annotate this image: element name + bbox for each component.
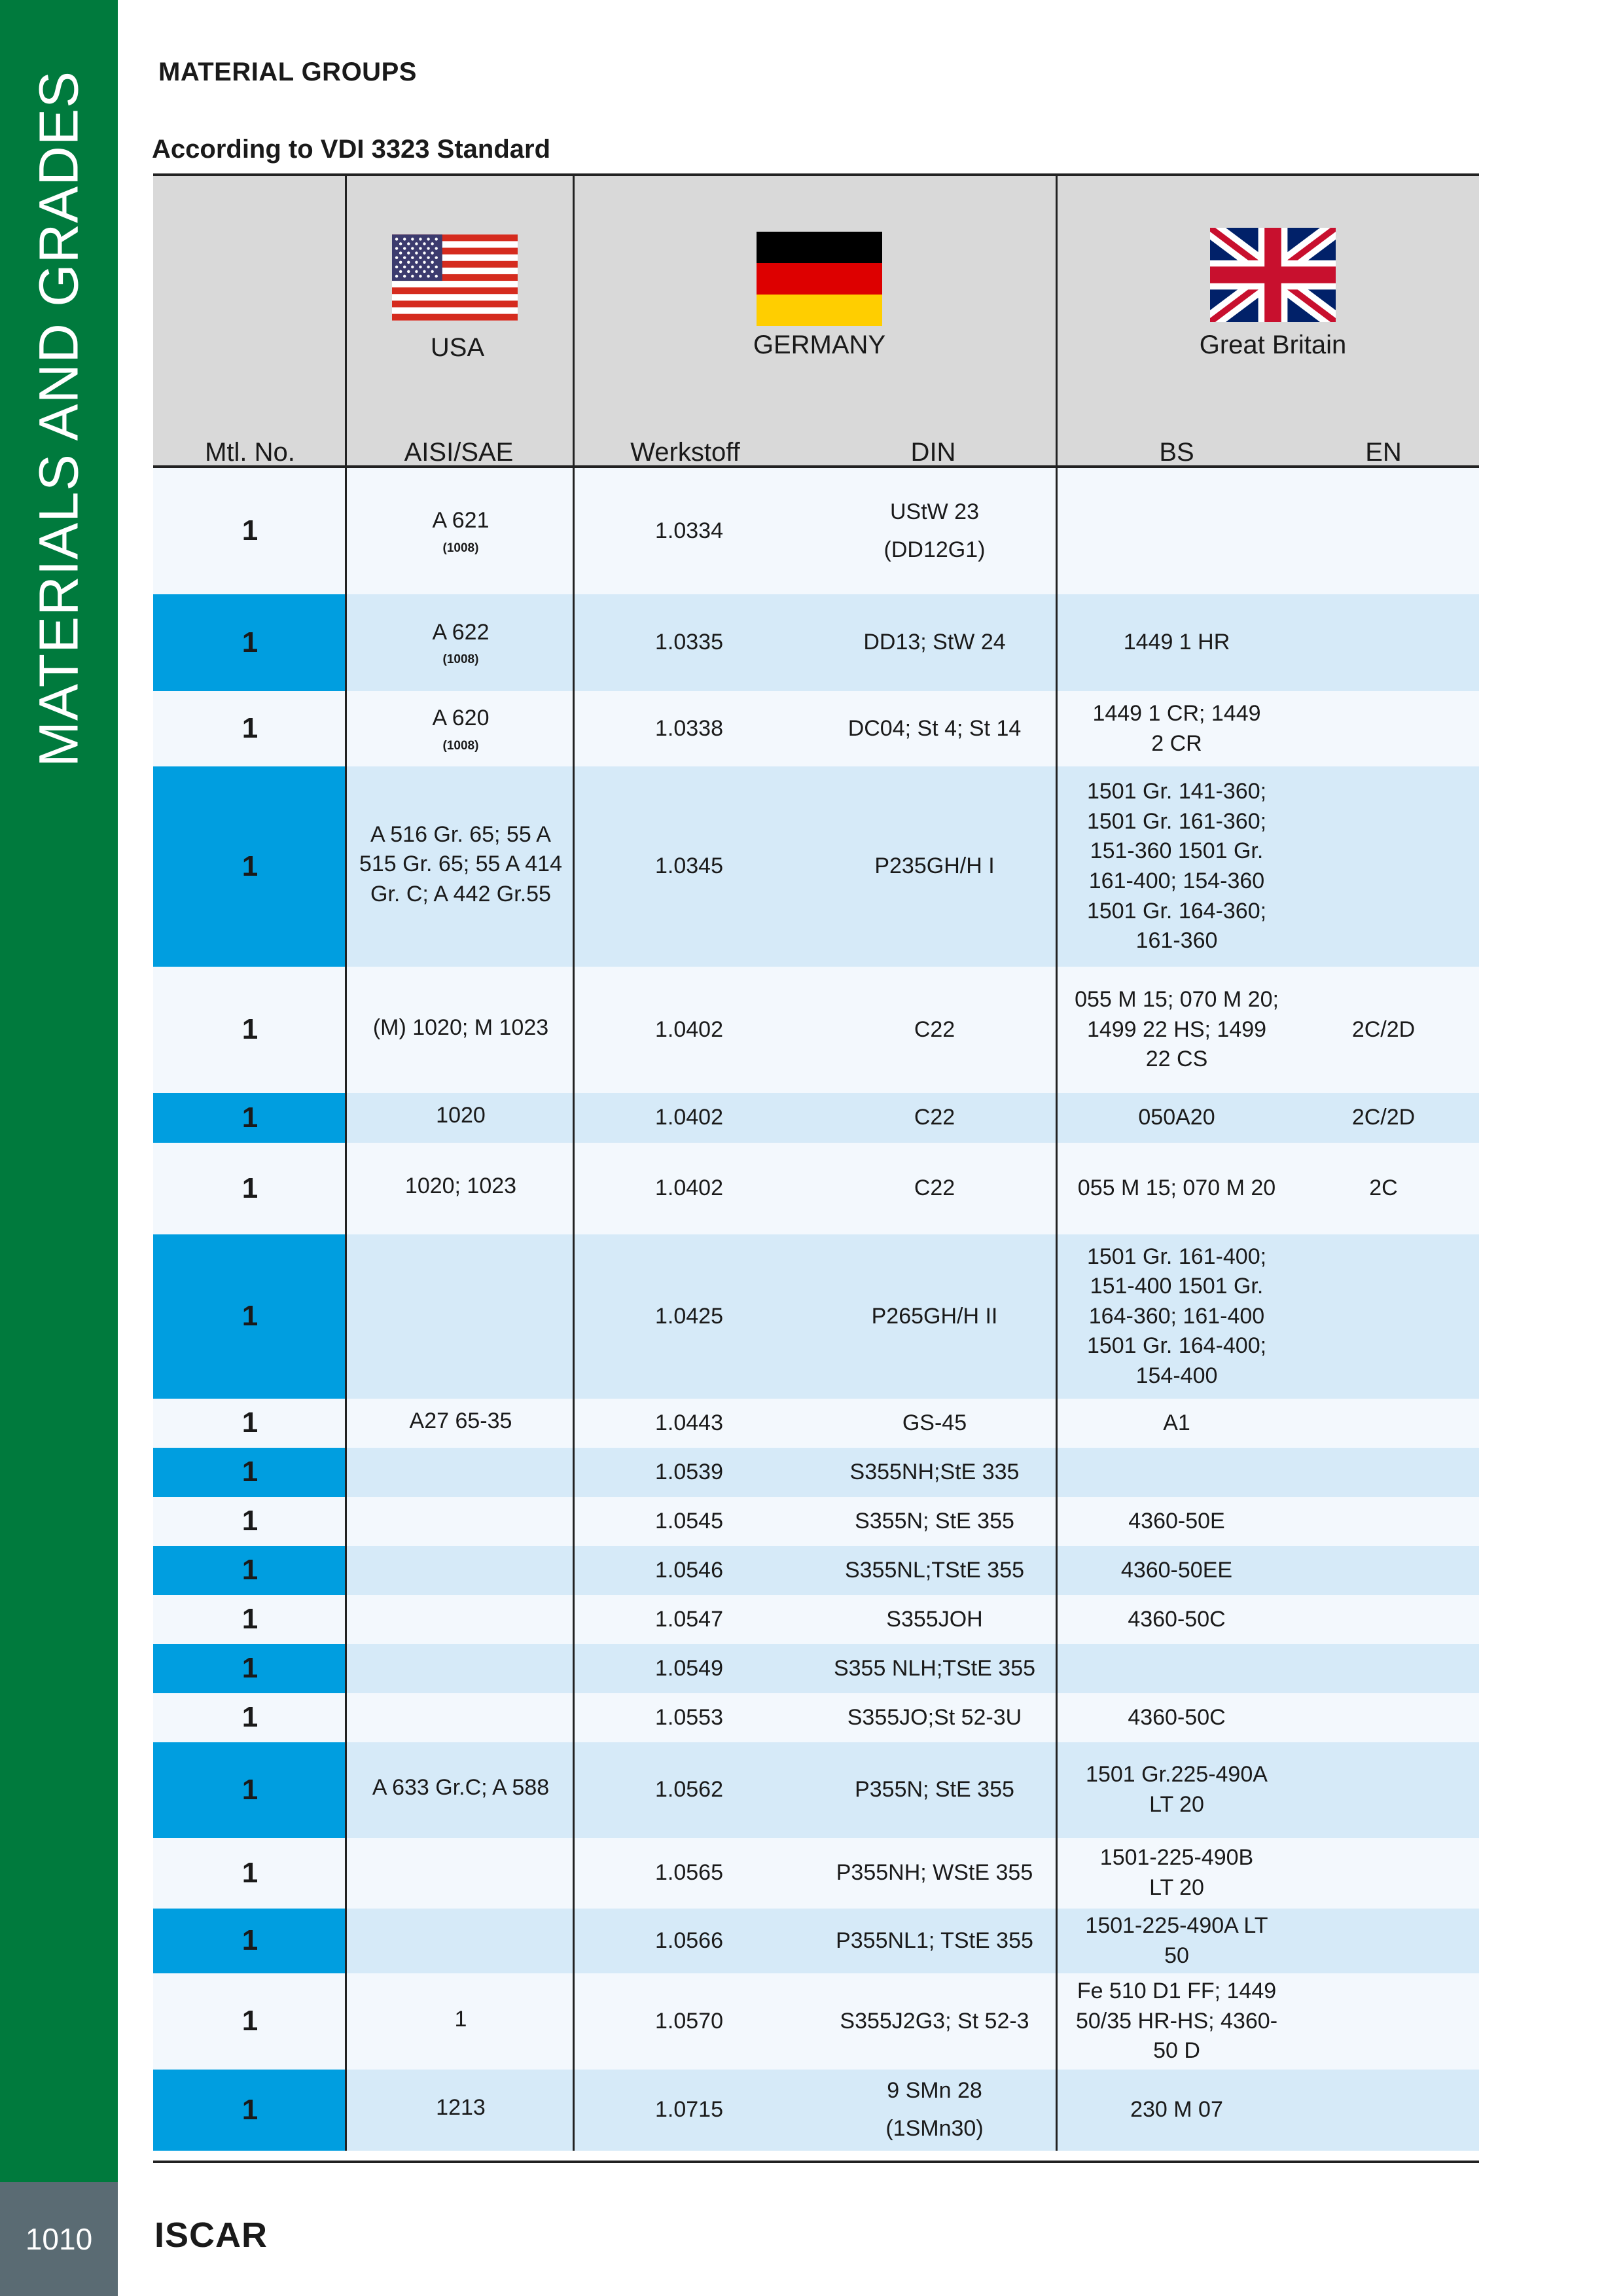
header-divider xyxy=(573,176,575,465)
column-header-en: EN xyxy=(1365,438,1402,467)
column-divider xyxy=(1056,766,1058,967)
en-cell xyxy=(1288,1838,1479,1909)
table-row xyxy=(153,1595,1479,1644)
column-divider xyxy=(1056,1497,1058,1546)
column-divider xyxy=(1056,967,1058,1093)
werkstoff-cell: 1.0715 xyxy=(655,2097,723,2123)
bs-cell: 050A20 xyxy=(1138,1105,1215,1130)
table-row xyxy=(153,468,1479,594)
mtl-cell: 1 xyxy=(153,1546,347,1595)
mtl-cell: 1 xyxy=(153,1644,347,1693)
werkstoff-cell: 1.0562 xyxy=(655,1777,723,1803)
bs-cell: 055 M 15; 070 M 20; 1499 22 HS; 1499 22 CS xyxy=(1075,987,1279,1072)
column-header-bs: BS xyxy=(1159,438,1194,467)
aisi-value: A 622 xyxy=(432,619,490,645)
column-divider xyxy=(345,1742,347,1838)
bs-cell: Fe 510 D1 FF; 1449 50/35 HR-HS; 4360-50 D xyxy=(1075,1979,1278,2064)
mtl-cell: 1 xyxy=(241,1701,259,1734)
mtl-cell: 1 xyxy=(241,514,259,547)
table-row xyxy=(153,1497,1479,1546)
aisi-cell xyxy=(347,1973,575,2070)
column-divider xyxy=(573,967,575,1093)
din-cell: S355JOH xyxy=(886,1606,983,1632)
en-cell: 2C/2D xyxy=(1351,1105,1416,1130)
aisi-cell xyxy=(347,1742,575,1838)
column-divider xyxy=(345,1399,347,1448)
mtl-cell: 1 xyxy=(153,1448,347,1497)
aisi-value: 1 xyxy=(454,2006,467,2032)
column-divider xyxy=(573,1742,575,1838)
en-cell xyxy=(1288,766,1479,967)
table-row xyxy=(153,1143,1479,1234)
bs-cell: 4360-50C xyxy=(1128,1606,1226,1632)
column-divider xyxy=(345,691,347,766)
en-cell xyxy=(1288,1909,1479,1973)
country-great-britain: Great Britain xyxy=(1199,331,1347,359)
column-divider xyxy=(573,594,575,691)
werkstoff-cell: 1.0549 xyxy=(655,1655,723,1681)
country-germany: GERMANY xyxy=(753,331,886,359)
aisi-cell xyxy=(347,967,575,1093)
table-row xyxy=(153,691,1479,766)
aisi-value: 1020 xyxy=(436,1103,486,1128)
aisi-value: A 516 Gr. 65; 55 A 515 Gr. 65; 55 A 414 Gr. C; A 442 Gr.55 xyxy=(359,821,563,906)
table-row xyxy=(153,1093,1479,1143)
aisi-cell xyxy=(347,1093,575,1143)
aisi-cell xyxy=(347,1143,575,1234)
column-divider xyxy=(1056,1595,1058,1644)
bs-cell: 4360-50E xyxy=(1128,1508,1225,1534)
column-divider xyxy=(345,1546,347,1595)
mtl-cell: 1 xyxy=(153,594,347,691)
din-cell: P355NL1; TStE 355 xyxy=(836,1928,1033,1953)
mtl-cell: 1 xyxy=(241,1856,259,1889)
table-row xyxy=(153,2070,1479,2151)
column-divider xyxy=(573,1093,575,1143)
en-cell xyxy=(1288,2070,1479,2151)
werkstoff-cell: 1.0570 xyxy=(655,2008,723,2034)
column-divider xyxy=(345,1644,347,1693)
column-divider xyxy=(573,766,575,967)
column-divider xyxy=(345,468,347,594)
din-cell: S355NH;StE 335 xyxy=(849,1459,1020,1484)
column-divider xyxy=(1056,1143,1058,1234)
table-row xyxy=(153,766,1479,967)
header-divider xyxy=(1056,176,1058,465)
bs-cell: 4360-50C xyxy=(1128,1704,1226,1730)
column-divider xyxy=(345,1838,347,1909)
mtl-cell: 1 xyxy=(241,2005,259,2037)
din-cell: S355NL;TStE 355 xyxy=(844,1557,1025,1583)
column-divider xyxy=(345,1909,347,1973)
din-cell: P235GH/H I xyxy=(874,853,995,879)
aisi-cell xyxy=(347,1497,575,1546)
column-divider xyxy=(573,1497,575,1546)
bs-cell xyxy=(1065,468,1288,594)
column-divider xyxy=(1056,1644,1058,1693)
mtl-cell: 1 xyxy=(241,1603,259,1636)
en-cell xyxy=(1288,1448,1479,1497)
aisi-cell xyxy=(347,1399,575,1448)
aisi-cell xyxy=(347,766,575,967)
table-row xyxy=(153,1644,1479,1693)
column-header-din: DIN xyxy=(910,438,956,467)
column-divider xyxy=(1056,468,1058,594)
table-bottom-border xyxy=(153,2161,1479,2163)
table-row xyxy=(153,1448,1479,1497)
aisi-cell xyxy=(347,1693,575,1742)
column-header-aisi: AISI/SAE xyxy=(404,438,514,467)
bs-cell: 055 M 15; 070 M 20 xyxy=(1077,1175,1276,1201)
column-divider xyxy=(573,2070,575,2151)
bs-cell: 1449 1 HR xyxy=(1123,630,1230,655)
table-row xyxy=(153,1399,1479,1448)
column-divider xyxy=(1056,594,1058,691)
mtl-cell: 1 xyxy=(241,712,259,745)
en-cell xyxy=(1288,1742,1479,1838)
werkstoff-cell: 1.0539 xyxy=(655,1459,723,1484)
bs-cell: 1501 Gr. 161-400; 151-400 1501 Gr. 164-360; 161-400 1501 Gr. 164-400; 154-400 xyxy=(1086,1244,1267,1388)
column-divider xyxy=(345,1448,347,1497)
werkstoff-cell: 1.0443 xyxy=(655,1410,723,1435)
werkstoff-cell: 1.0545 xyxy=(655,1508,723,1534)
en-cell xyxy=(1288,1399,1479,1448)
werkstoff-cell: 1.0425 xyxy=(655,1303,723,1329)
table-row xyxy=(153,967,1479,1093)
mtl-cell: 1 xyxy=(153,766,347,967)
column-divider xyxy=(345,1693,347,1742)
werkstoff-cell: 1.0546 xyxy=(655,1557,723,1583)
bs-cell: 1501-225-490A LT 50 xyxy=(1085,1912,1268,1968)
brand-logo: ISCAR xyxy=(154,2215,268,2255)
column-divider xyxy=(573,1546,575,1595)
mtl-cell: 1 xyxy=(241,1013,259,1046)
aisi-cell xyxy=(347,1234,575,1399)
column-header-mtl: Mtl. No. xyxy=(205,438,295,467)
column-divider xyxy=(345,1234,347,1399)
werkstoff-cell: 1.0547 xyxy=(655,1606,723,1632)
werkstoff-cell: 1.0402 xyxy=(655,1175,723,1201)
column-divider xyxy=(573,1644,575,1693)
werkstoff-cell: 1.0566 xyxy=(655,1928,723,1953)
table-row xyxy=(153,1909,1479,1973)
column-divider xyxy=(573,1909,575,1973)
en-cell: 2C/2D xyxy=(1351,1016,1416,1042)
aisi-value: 1213 xyxy=(436,2095,486,2121)
usa-flag-icon xyxy=(392,230,518,325)
aisi-cell xyxy=(347,1595,575,1644)
aisi-note: (1008) xyxy=(442,653,479,667)
werkstoff-cell: 1.0565 xyxy=(655,1860,723,1886)
mtl-cell: 1 xyxy=(241,1407,259,1439)
en-cell: 2C xyxy=(1369,1175,1398,1201)
en-cell xyxy=(1288,1497,1479,1546)
aisi-cell xyxy=(347,468,575,594)
mtl-cell: 1 xyxy=(153,1742,347,1838)
column-divider xyxy=(573,1234,575,1399)
din-cell: 9 SMn 28 (1SMn30) xyxy=(885,2078,984,2141)
en-cell xyxy=(1288,594,1479,691)
din-cell: DD13; StW 24 xyxy=(863,630,1006,655)
werkstoff-cell: 1.0402 xyxy=(655,1105,723,1130)
column-divider xyxy=(345,1143,347,1234)
column-divider xyxy=(573,1693,575,1742)
aisi-cell xyxy=(347,1838,575,1909)
page-title: MATERIAL GROUPS xyxy=(158,58,417,86)
din-cell: UStW 23 (DD12G1) xyxy=(883,499,986,562)
table-row xyxy=(153,1546,1479,1595)
bs-cell: 1501-225-490B LT 20 xyxy=(1099,1845,1254,1900)
material-table xyxy=(153,468,1479,2151)
table-row xyxy=(153,1973,1479,2070)
bs-cell: 1501 Gr.225-490A LT 20 xyxy=(1086,1762,1268,1817)
mtl-cell: 1 xyxy=(153,1093,347,1143)
column-divider xyxy=(1056,1234,1058,1399)
column-divider xyxy=(1056,1546,1058,1595)
bs-cell: 1501 Gr. 141-360; 1501 Gr. 161-360; 151-360 1501 Gr. 161-400; 154-360 1501 Gr. 164-360; 161-360 xyxy=(1086,779,1267,954)
table-row xyxy=(153,1693,1479,1742)
header-divider xyxy=(345,176,347,465)
aisi-value: (M) 1020; M 1023 xyxy=(372,1014,549,1040)
column-divider xyxy=(1056,1742,1058,1838)
werkstoff-cell: 1.0402 xyxy=(655,1016,723,1042)
en-cell xyxy=(1288,1644,1479,1693)
aisi-value: A27 65-35 xyxy=(409,1408,512,1433)
column-divider xyxy=(1056,1693,1058,1742)
werkstoff-cell: 1.0345 xyxy=(655,853,723,879)
werkstoff-cell: 1.0334 xyxy=(655,518,723,543)
column-divider xyxy=(573,1448,575,1497)
column-divider xyxy=(345,1093,347,1143)
page-number: 1010 xyxy=(0,2182,118,2296)
aisi-value: A 621 xyxy=(432,508,490,533)
page-subtitle: According to VDI 3323 Standard xyxy=(152,135,551,164)
column-divider xyxy=(573,691,575,766)
aisi-cell xyxy=(347,2070,575,2151)
din-cell: GS-45 xyxy=(902,1410,967,1435)
din-cell: DC04; St 4; St 14 xyxy=(847,715,1022,741)
column-divider xyxy=(573,1973,575,2070)
sidebar-label: MATERIALS AND GRADES xyxy=(27,70,90,768)
aisi-value: A 633 Gr.C; A 588 xyxy=(372,1775,550,1801)
din-cell: C22 xyxy=(914,1016,955,1042)
din-cell: P265GH/H II xyxy=(871,1303,998,1329)
aisi-value: 1020; 1023 xyxy=(404,1174,517,1199)
aisi-note: (1008) xyxy=(442,541,479,555)
column-divider xyxy=(1056,1973,1058,2070)
table-header xyxy=(153,173,1479,468)
column-divider xyxy=(1056,1448,1058,1497)
din-cell: C22 xyxy=(914,1105,955,1130)
column-divider xyxy=(573,1838,575,1909)
din-cell: C22 xyxy=(914,1175,955,1201)
table-row xyxy=(153,1742,1479,1838)
column-divider xyxy=(1056,1093,1058,1143)
column-divider xyxy=(573,1595,575,1644)
column-divider xyxy=(1056,1838,1058,1909)
bs-cell: A1 xyxy=(1163,1410,1190,1435)
bs-cell: 230 M 07 xyxy=(1130,2097,1223,2123)
aisi-value: A 620 xyxy=(432,706,490,730)
en-cell xyxy=(1288,1693,1479,1742)
sidebar xyxy=(0,0,118,2182)
column-divider xyxy=(573,1143,575,1234)
bs-cell xyxy=(1065,1644,1288,1693)
uk-flag-icon xyxy=(1210,228,1336,322)
din-cell: S355J2G3; St 52-3 xyxy=(840,2008,1029,2034)
column-divider xyxy=(573,468,575,594)
bs-cell xyxy=(1065,1448,1288,1497)
aisi-cell xyxy=(347,1644,575,1693)
germany-flag-icon xyxy=(757,232,882,326)
din-cell: P355NH; WStE 355 xyxy=(836,1860,1033,1886)
aisi-note: (1008) xyxy=(442,738,479,753)
bs-cell: 1449 1 CR; 1449 2 CR xyxy=(1092,700,1261,756)
aisi-cell xyxy=(347,594,575,691)
werkstoff-cell: 1.0553 xyxy=(655,1704,723,1730)
table-row xyxy=(153,1838,1479,1909)
table-row xyxy=(153,594,1479,691)
mtl-cell: 1 xyxy=(153,1909,347,1973)
column-divider xyxy=(345,2070,347,2151)
en-cell xyxy=(1288,1595,1479,1644)
bs-cell: 4360-50EE xyxy=(1120,1557,1233,1583)
column-divider xyxy=(1056,1909,1058,1973)
column-divider xyxy=(345,967,347,1093)
column-divider xyxy=(345,1595,347,1644)
din-cell: P355N; StE 355 xyxy=(855,1777,1014,1803)
mtl-cell: 1 xyxy=(153,2070,347,2151)
aisi-cell xyxy=(347,691,575,766)
country-usa: USA xyxy=(430,333,485,362)
din-cell: S355N; StE 355 xyxy=(855,1508,1014,1534)
en-cell xyxy=(1288,1973,1479,2070)
aisi-cell xyxy=(347,1448,575,1497)
mtl-cell: 1 xyxy=(241,1172,259,1204)
column-divider xyxy=(573,1399,575,1448)
en-cell xyxy=(1288,1234,1479,1399)
werkstoff-cell: 1.0335 xyxy=(655,630,723,655)
mtl-cell: 1 xyxy=(241,1505,259,1537)
en-cell xyxy=(1288,691,1479,766)
din-cell: S355 NLH;TStE 355 xyxy=(833,1655,1036,1681)
column-divider xyxy=(345,1497,347,1546)
column-divider xyxy=(345,1973,347,2070)
en-cell xyxy=(1288,468,1479,594)
column-divider xyxy=(1056,2070,1058,2151)
din-cell: S355JO;St 52-3U xyxy=(847,1704,1022,1730)
en-cell xyxy=(1288,1546,1479,1595)
mtl-cell: 1 xyxy=(153,1234,347,1399)
aisi-cell xyxy=(347,1909,575,1973)
column-divider xyxy=(1056,1399,1058,1448)
column-header-werkstoff: Werkstoff xyxy=(630,438,740,467)
table-row xyxy=(153,1234,1479,1399)
column-divider xyxy=(1056,691,1058,766)
column-divider xyxy=(345,594,347,691)
column-divider xyxy=(345,766,347,967)
werkstoff-cell: 1.0338 xyxy=(655,715,723,741)
aisi-cell xyxy=(347,1546,575,1595)
